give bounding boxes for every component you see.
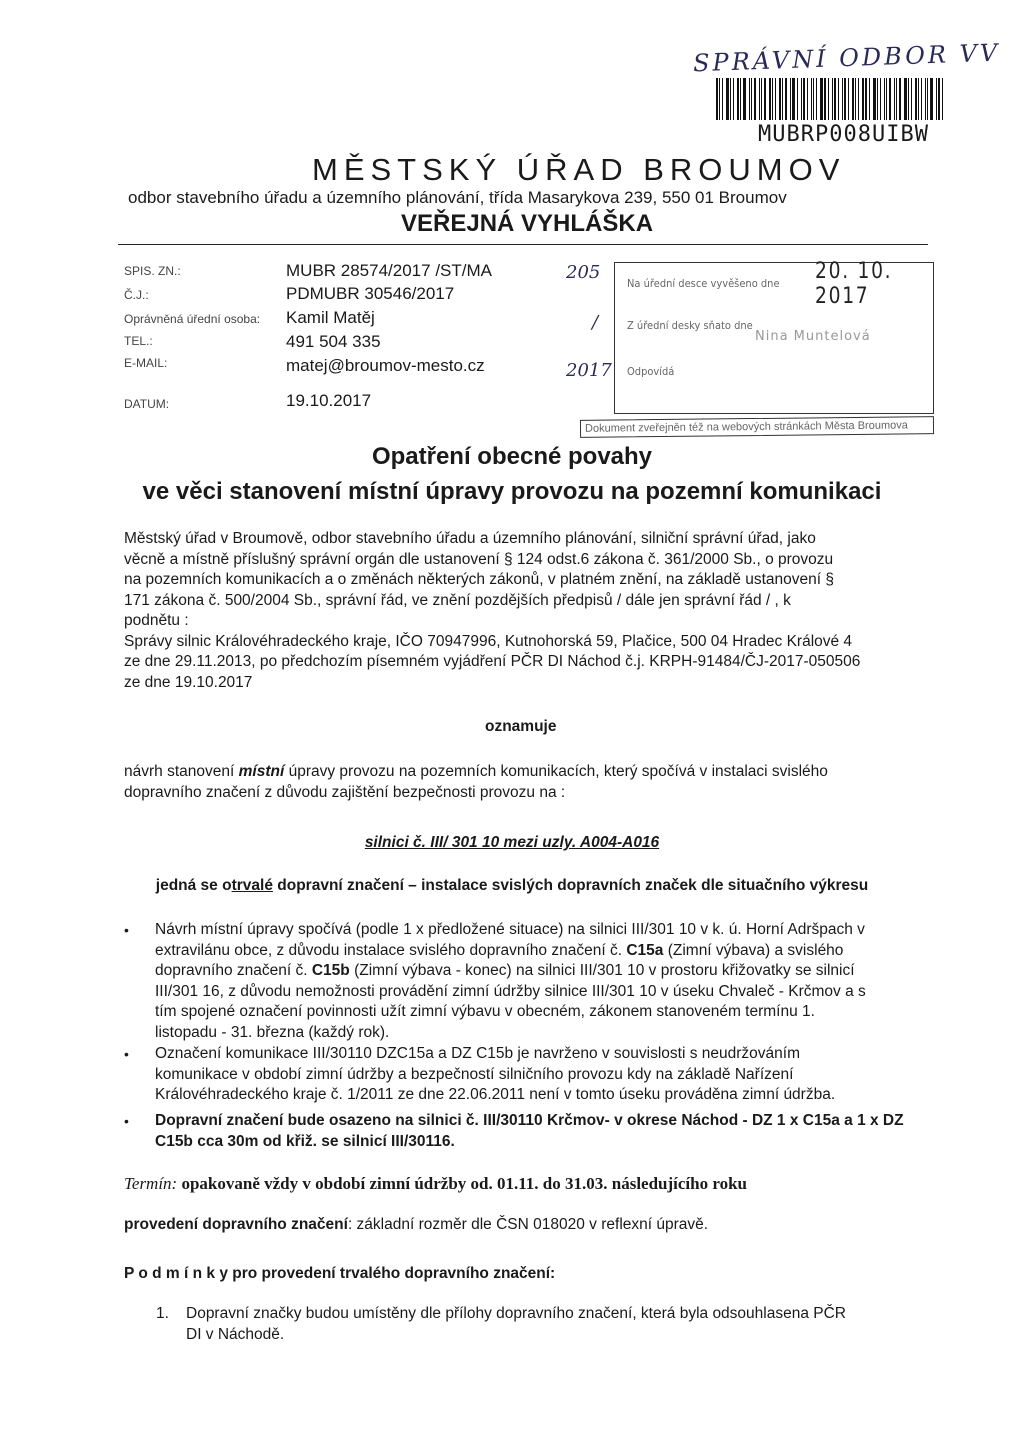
- barcode-bar: [775, 78, 776, 120]
- posting-stamp: [614, 259, 934, 414]
- barcode-bar: [894, 78, 895, 120]
- person-value: Kamil Matěj: [286, 308, 375, 327]
- sign-code-c15a: C15a: [626, 941, 664, 959]
- intro-line: Správy silnic Královéhradeckého kraje, IČO 70947996, Kutnohorská 59, Plačice, 500 04 Hradec Králové 4: [124, 632, 853, 650]
- provedeni-line: [124, 1215, 708, 1236]
- barcode-bar: [813, 78, 814, 120]
- barcode-bar: [801, 78, 802, 120]
- bullet-3-line: C15b cca 30m od křiž. se silnicí III/30116.: [155, 1132, 455, 1150]
- bullet-1-line: dopravního značení č.: [155, 962, 308, 979]
- trvale-prefix: jedná se o: [155, 877, 232, 894]
- navrh-suffix: úpravy provozu na pozemních komunikacích, který spočívá v instalaci svislého: [288, 763, 828, 780]
- barcode-bar: [877, 78, 878, 120]
- termin-line: [124, 1174, 747, 1194]
- barcode-bar: [737, 78, 739, 120]
- barcode-bar: [832, 78, 833, 120]
- barcode-bar: [834, 78, 836, 120]
- trvale-word: trvalé: [231, 877, 273, 894]
- barcode-bar: [862, 78, 864, 120]
- podminky-label: P o d m í n k y: [124, 1265, 228, 1282]
- barcode-bar: [880, 78, 881, 120]
- bullet-1-line: extravilánu obce, z důvodu instalace svislého dopravního značení č.: [155, 941, 623, 959]
- handwritten-note: SPRÁVNÍ ODBOR VV: [692, 38, 1001, 78]
- barcode-bar: [754, 78, 756, 120]
- tel-value: 491 504 335: [286, 332, 381, 351]
- barcode-bar: [751, 78, 752, 120]
- podminky-text: pro provedení trvalého dopravního značení:: [232, 1265, 556, 1282]
- barcode-bar: [733, 78, 735, 120]
- stamp-posted-date: 20. 10. 2017: [815, 259, 893, 309]
- bullet-dot: •: [124, 922, 129, 938]
- barcode-bar: [915, 78, 917, 120]
- stamp-footer: Dokument zveřejněn též na webových stránkách Města Broumova: [580, 416, 934, 438]
- email-label: E-MAIL:: [124, 356, 168, 370]
- stamp-responsible-name: Nina Muntelová: [755, 329, 871, 344]
- barcode-bar: [792, 78, 795, 120]
- intro-line: Městský úřad v Broumově, odbor stavebního úřadu a územního plánování, silniční správní úřad, jako: [124, 530, 816, 547]
- tel-label: TEL.:: [124, 334, 153, 348]
- road-text: silnici č. III/ 301 10 mezi uzly. A004-A016: [364, 834, 660, 851]
- barcode-bar: [769, 78, 772, 120]
- barcode-bar: [797, 78, 798, 120]
- barcode-text: MUBRP008UIBW: [758, 122, 929, 147]
- bullet-3: [155, 1111, 925, 1152]
- bullet-2-line: komunikace v období zimní údržby a bezpečností silničního provozu kdy na základě Nařízení: [155, 1065, 794, 1083]
- termin-label: Termín:: [124, 1174, 178, 1193]
- email-value: matej@broumov-mesto.cz: [286, 356, 485, 375]
- cj-label: Č.J.:: [124, 288, 149, 302]
- barcode-bar: [855, 78, 856, 120]
- barcode-bar: [820, 78, 823, 120]
- barcode-bar: [779, 78, 781, 120]
- spis-value: MUBR 28574/2017 /ST/MA: [286, 261, 492, 280]
- stamp-handwritten-number: 205: [566, 262, 601, 283]
- barcode-bar: [740, 78, 741, 120]
- stamp-responsible-label: Odpovídá: [627, 365, 675, 378]
- barcode-bar: [838, 78, 839, 120]
- intro-paragraph: [124, 529, 924, 693]
- sign-code-c15b: C15b: [311, 962, 350, 979]
- intro-line: ze dne 29.11.2013, po předchozím písemném vyjádření PČR DI Náchod č.j. KRPH-91484/ČJ-2017-050506: [124, 653, 861, 670]
- stamp-removed-label: Z úřední desky sňato dne: [627, 319, 753, 332]
- barcode-bar: [807, 78, 808, 120]
- barcode-bar: [790, 78, 791, 120]
- condition-1-line: Dopravní značky budou umístěny dle přílohy dopravního značení, která byla odsouhlasena PČR: [186, 1305, 846, 1322]
- oznamuje-heading: oznamuje: [485, 718, 557, 735]
- barcode-bar: [889, 78, 891, 120]
- bullet-1-line: Návrh místní úpravy spočívá (podle 1 x předložené situace) na silnici III/301 10 v k. ú. Horní Adršpach v: [155, 921, 865, 938]
- barcode-bar: [930, 78, 933, 120]
- barcode-bar: [730, 78, 731, 120]
- condition-1: [186, 1304, 926, 1345]
- notice-title: VEŘEJNÁ VYHLÁŠKA: [401, 210, 654, 237]
- barcode-bar: [719, 78, 720, 120]
- barcode-bar: [858, 78, 859, 120]
- barcode-bar: [803, 78, 805, 120]
- navrh-paragraph: [124, 762, 924, 803]
- barcode-bar: [921, 78, 922, 120]
- barcode-bar: [918, 78, 919, 120]
- bullet-dot: •: [124, 1046, 129, 1062]
- cj-value: PDMUBR 30546/2017: [286, 284, 455, 303]
- bullet-1-line: (Zimní výbava) a svislého: [667, 941, 844, 959]
- barcode-bar: [848, 78, 849, 120]
- trvale-line: [0, 876, 1024, 897]
- bullet-2-line: Označení komunikace III/30110 DZC15a a DZ C15b je navrženo v souvislosti s neudržováním: [155, 1045, 801, 1062]
- barcode-bar: [942, 78, 943, 120]
- termin-text: opakovaně vždy v období zimní údržby od. 01.11. do 31.03. následujícího roku: [181, 1174, 748, 1193]
- barcode-bar: [873, 78, 876, 120]
- barcode-bar: [811, 78, 813, 120]
- trvale-suffix: dopravní značení – instalace svislých dopravních značek dle situačního výkresu: [277, 877, 869, 894]
- stamp-posted-label: Na úřední desce vyvěšeno dne: [627, 277, 780, 290]
- barcode-bar: [772, 78, 773, 120]
- bullet-1-line: tím spojené označení povinnosti užít zimní výbavu v obecném, zákonem stanoveném termínu 1.: [155, 1003, 815, 1020]
- barcode-bar: [716, 78, 718, 120]
- barcode-bar: [911, 78, 912, 120]
- document-subtitle: ve věci stanovení místní úpravy provozu na pozemní komunikaci: [142, 478, 882, 505]
- barcode-bar: [865, 78, 867, 120]
- barcode-bar: [761, 78, 762, 120]
- bullet-1-line: (Zimní výbava - konec) na silnici III/301 10 v prostoru křižovatky se silnicí: [354, 962, 855, 979]
- barcode-bar: [899, 78, 901, 120]
- barcode-bar: [722, 78, 723, 120]
- provedeni-label: provedení dopravního značení: [124, 1216, 348, 1233]
- intro-line: věcně a místně příslušný správní orgán dle ustanovení § 124 odst.6 zákona č. 361/2000 Sb., o provozu: [124, 550, 834, 568]
- road-heading: [0, 833, 1024, 854]
- bullet-dot: •: [124, 1113, 129, 1129]
- barcode-bar: [749, 78, 750, 120]
- barcode-bar: [782, 78, 783, 120]
- date-label: DATUM:: [124, 397, 170, 411]
- intro-line: na pozemních komunikacích a o změnách některých zákonů, v platném znění, na základě ustanovení §: [124, 571, 834, 588]
- barcode-bar: [896, 78, 897, 120]
- barcode-bar: [869, 78, 870, 120]
- intro-line: podnětu :: [124, 612, 189, 629]
- barcode-bar: [844, 78, 847, 120]
- barcode-bar: [927, 78, 928, 120]
- barcode-bar: [936, 78, 937, 120]
- navrh-prefix: návrh stanovení: [124, 763, 235, 780]
- navrh-line2: dopravního značení z důvodu zajištění bezpečnosti provozu na :: [124, 783, 566, 801]
- barcode-bar: [785, 78, 787, 120]
- navrh-emphasis: místní: [238, 763, 285, 780]
- intro-line: 171 zákona č. 500/2004 Sb., správní řád, ve znění pozdějších předpisů / dále jen správní řád / , k: [124, 591, 791, 609]
- bullet-3-line: Dopravní značení bude osazeno na silnici č. III/30110 Krčmov- v okrese Náchod - DZ 1 x C15a a 1 x DZ: [155, 1112, 904, 1129]
- condition-1-line: DI v Náchodě.: [186, 1325, 285, 1343]
- header-rule: [118, 244, 928, 245]
- barcode-bar: [828, 78, 829, 120]
- bullet-2-line: Královéhradeckého kraje č. 1/2011 ze dne 22.06.2011 není v tomto úseku prováděna zimní údržba.: [155, 1086, 836, 1103]
- barcode-bar: [886, 78, 887, 120]
- person-label: Oprávněná úřední osoba:: [124, 312, 261, 326]
- barcode-bar: [852, 78, 854, 120]
- bullet-1: [155, 920, 925, 1043]
- bullet-2: [155, 1044, 925, 1106]
- spis-label: SPIS. ZN.:: [124, 264, 181, 278]
- barcode-bar: [764, 78, 766, 120]
- podminky-line: [124, 1264, 555, 1285]
- barcode: [716, 78, 946, 120]
- stamp-handwritten-slash: /: [592, 312, 599, 333]
- condition-number: 1.: [156, 1305, 169, 1322]
- barcode-bar: [726, 78, 729, 120]
- barcode-bar: [816, 78, 817, 120]
- barcode-bar: [925, 78, 927, 120]
- document-title: Opatření obecné povahy: [371, 443, 653, 470]
- barcode-bar: [842, 78, 843, 120]
- barcode-bar: [904, 78, 907, 120]
- barcode-bar: [759, 78, 760, 120]
- bullet-1-line: III/301 16, z důvodu nemožnosti provádění zimní údržby silnice III/301 10 v úseku Chvaleč - Krčmov a s: [155, 982, 866, 1000]
- intro-line: ze dne 19.10.2017: [124, 673, 253, 691]
- barcode-bar: [908, 78, 909, 120]
- barcode-bar: [743, 78, 746, 120]
- barcode-bar: [884, 78, 886, 120]
- provedeni-text: : základní rozměr dle ČSN 018020 v reflexní úpravě.: [347, 1216, 709, 1233]
- stamp-handwritten-year: 2017: [566, 360, 612, 381]
- barcode-bar: [824, 78, 826, 120]
- barcode-bar: [938, 78, 940, 120]
- office-title: MĚSTSKÝ ÚŘAD BROUMOV: [312, 152, 846, 187]
- bullet-1-line: listopadu - 31. března (každý rok).: [155, 1023, 390, 1041]
- department-line: odbor stavebního úřadu a územního plánování, třída Masarykova 239, 550 01 Broumov: [128, 188, 787, 207]
- date-value: 19.10.2017: [286, 391, 372, 410]
